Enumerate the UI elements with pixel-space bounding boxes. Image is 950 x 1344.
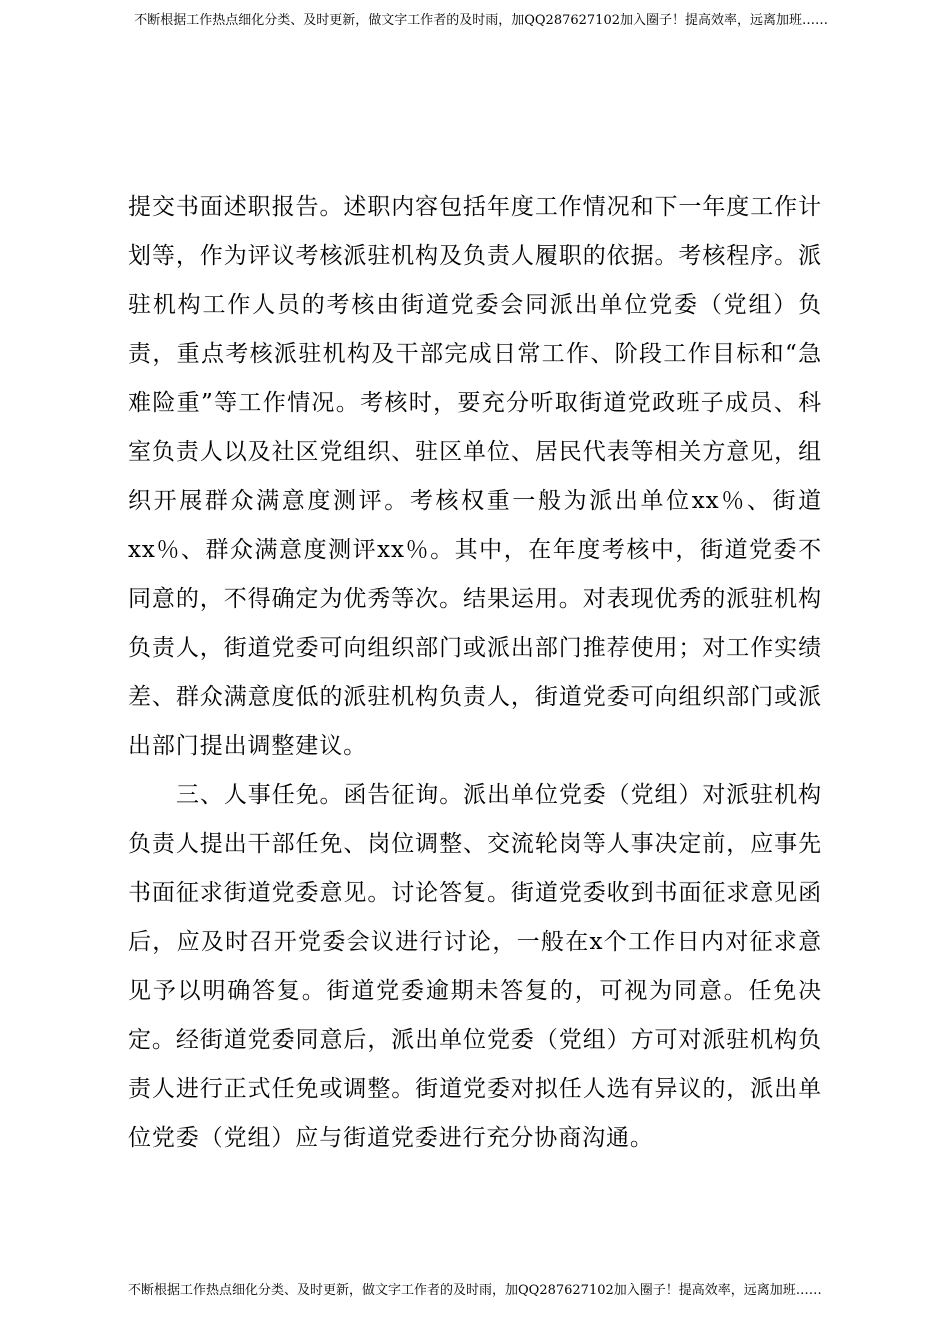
body-paragraph-personnel-appointment: 三、人事任免。函告征询。派出单位党委（党组）对派驻机构负责人提出干部任免、岗位调整、交流轮岗等人事决定前，应事先书面征求街道党委意见。讨论答复。街道党委收到书面征求意见函后，应及时召开党委会议进行讨论，一般在x个工作日内对征求意见予以明确答复。街道党委逾期未答复的，可视为同意。任免决定。经街道党委同意后，派出单位党委（党组）方可对派驻机构负责人进行正式任免或调整。街道党委对拟任人选有异议的，派出单位党委（党组）应与街道党委进行充分协商沟通。 — [128, 782, 822, 1151]
body-paragraph-continued: 提交书面述职报告。述职内容包括年度工作情况和下一年度工作计划等，作为评议考核派驻机构及负责人履职的依据。考核程序。派驻机构工作人员的考核由街道党委会同派出单位党委（党组）负责，重点考核派驻机构及干部完成日常工作、阶段工作目标和“急难险重”等工作情况。考核时，要充分听取街道党政班子成员、科室负责人以及社区党组织、驻区单位、居民代表等相关方意见，组织开展群众满意度测评。考核权重一般为派出单位xx％、街道xx％、群众满意度测评xx％。其中，在年度考核中，街道党委不同意的，不得确定为优秀等次。结果运用。对表现优秀的派驻机构负责人，街道党委可向组织部门或派出部门推荐使用；对工作实绩差、群众满意度低的派驻机构负责人，街道党委可向组织部门或派出部门提出调整建议。 — [128, 194, 822, 759]
document-body — [128, 183, 822, 1163]
header-note: 不断根据工作热点细化分类、及时更新，做文字工作者的及时雨，加QQ287627102加入圈子！提高效率，远离加班…… — [134, 13, 828, 28]
footer-note: 不断根据工作热点细化分类、及时更新，做文字工作者的及时雨，加QQ287627102加入圈子！提高效率，远离加班…… — [128, 1283, 822, 1298]
